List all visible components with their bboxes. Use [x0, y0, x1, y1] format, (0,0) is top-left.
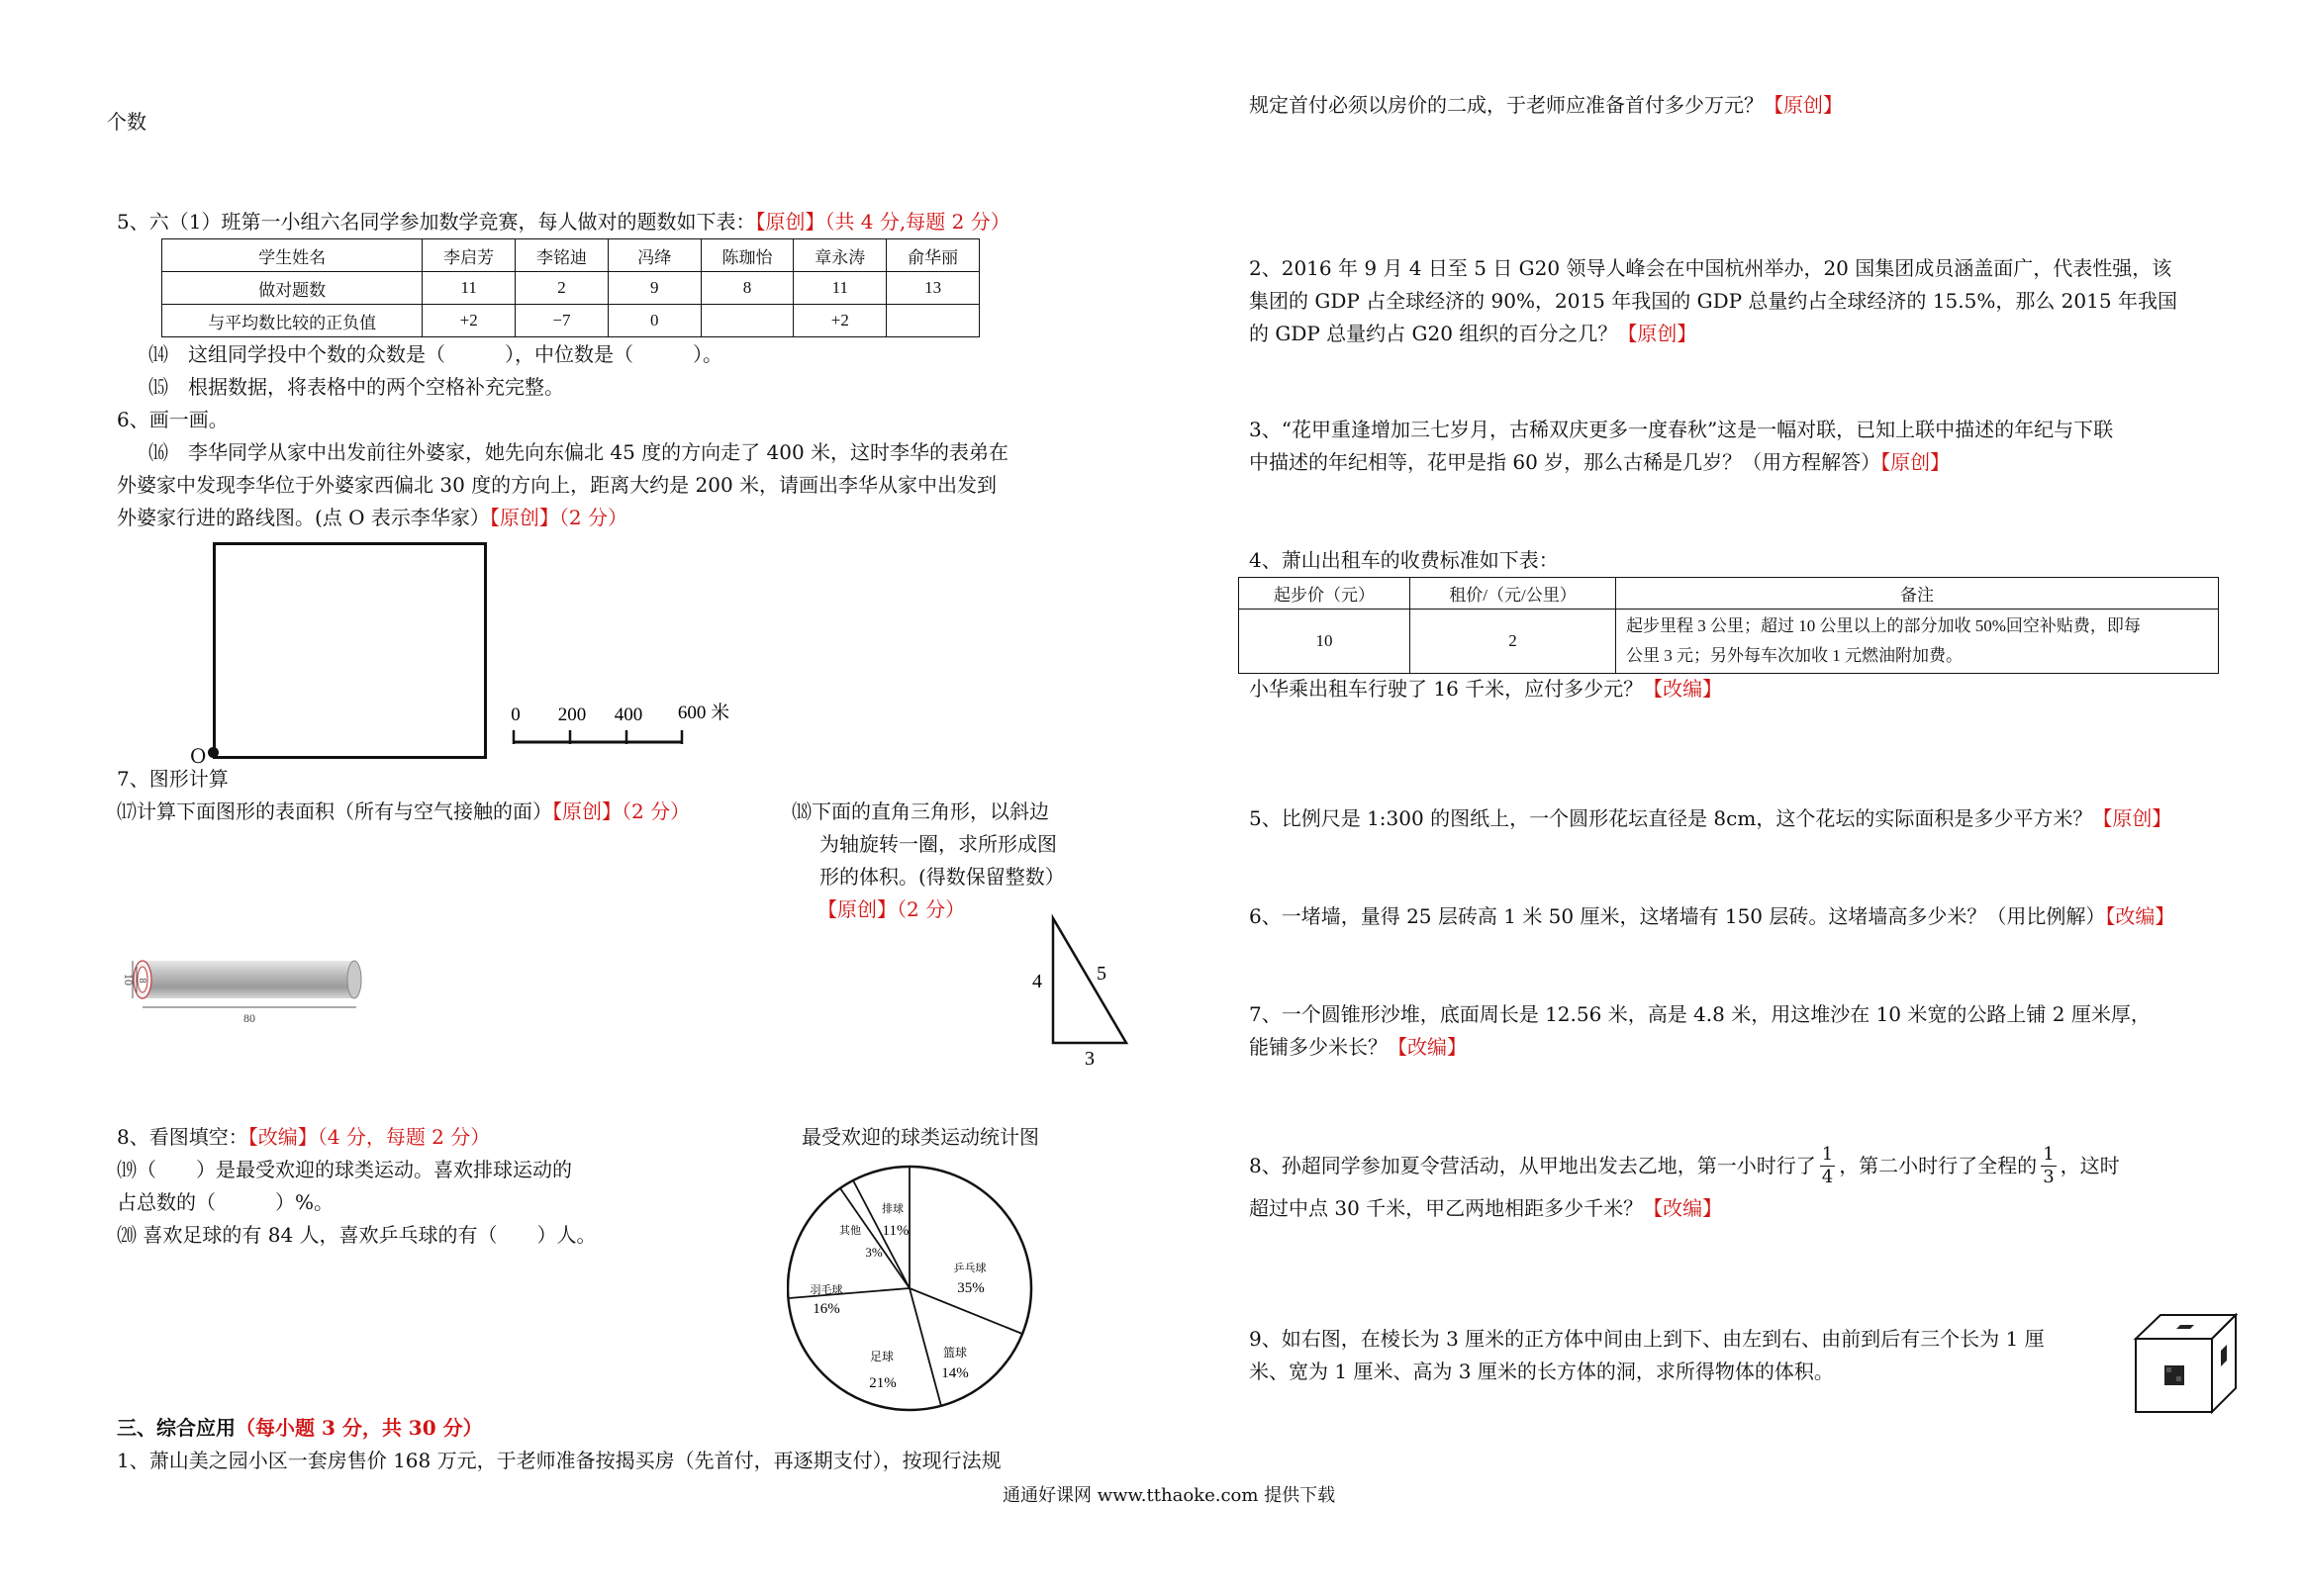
table-cell: 学生姓名 [162, 239, 423, 272]
q5-sub14: ⒁ 这组同学投中个数的众数是（ ），中位数是（ ）。 [148, 342, 722, 366]
triangle-label: 3 [1085, 1048, 1095, 1067]
triangle-figure [1019, 908, 1138, 1067]
pie-chart [787, 1158, 1034, 1419]
point-o-label: O [190, 744, 207, 768]
table-cell: +2 [794, 305, 887, 337]
section3-title: 三、综合应用（每小题 3 分，共 30 分） [117, 1416, 483, 1440]
table-cell: 陈珈怡 [701, 239, 794, 272]
q6-title: 6、画一画。 [117, 408, 229, 431]
app-q2-line3: 的 GDP 总量约占 G20 组织的百分之几？【原创】 [1249, 322, 1697, 345]
table-cell: 0 [608, 305, 701, 337]
pie-slice-name: 篮球 [942, 1346, 968, 1360]
pie-slice-name: 羽毛球 [810, 1284, 843, 1296]
taxi-table [1238, 577, 2219, 674]
table-cell: 俞华丽 [887, 239, 980, 272]
table-cell: 租价/（元/公里） [1410, 578, 1616, 610]
app-q3-line1: 3、“花甲重逢增加三七岁月，古稀双庆更多一度春秋”这是一幅对联，已知上联中描述的年纪与下联 [1249, 418, 2114, 441]
pie-slice-name: 其他 [839, 1225, 861, 1237]
pipe-label: 8 [137, 978, 147, 984]
pie-slice-pct: 35% [957, 1280, 985, 1296]
app-q4-question: 小华乘出租车行驶了 16 千米，应付多少元？【改编】 [1249, 677, 1723, 701]
q7-sub18-line2: 为轴旋转一圈，求所形成图 [819, 832, 1057, 856]
pie-slice-pct: 16% [813, 1301, 840, 1317]
table-cell: 起步价（元） [1239, 578, 1410, 610]
table-cell: 11 [423, 272, 516, 305]
pipe-label: 10 [122, 974, 136, 986]
q5-table [161, 238, 980, 337]
pie-slice-pct: 21% [869, 1375, 897, 1391]
scale-label: 400 [614, 704, 643, 725]
pipe-label: 80 [243, 1011, 255, 1025]
q8-sub20: ⒇ 喜欢足球的有 84 人，喜欢乒乓球的有（ ）人。 [117, 1223, 597, 1247]
q7-sub18-line1: ⒅下面的直角三角形，以斜边 [792, 799, 1049, 823]
pie-title: 最受欢迎的球类运动统计图 [802, 1125, 1039, 1149]
table-cell: 章永涛 [794, 239, 887, 272]
table-note-cell: 起步里程 3 公里；超过 10 公里以上的部分加收 50%回空补贴费，即每 公里 3 元；另外每车次加收 1 元燃油附加费。 [1616, 610, 2219, 674]
q6-line3: 外婆家行进的路线图。(点 O 表示李华家）【原创】（2 分） [117, 506, 628, 529]
table-cell: 2 [516, 272, 609, 305]
table-cell: −7 [516, 305, 609, 337]
q5-title: 5、六（1）班第一小组六名同学参加数学竞赛，每人做对的题数如下表：【原创】（共 4 分,每题 2 分） [117, 210, 1010, 234]
pipe-body [143, 961, 354, 998]
table-cell: 李铭迪 [516, 239, 609, 272]
table-cell: 8 [701, 272, 794, 305]
app-q4-title: 4、萧山出租车的收费标准如下表： [1249, 548, 1559, 572]
drawing-area[interactable] [213, 542, 487, 759]
q6-line2: 外婆家中发现李华位于外婆家西偏北 30 度的方向上，距离大约是 200 米，请画出李华从家中出发到 [117, 473, 998, 497]
app-q9-line2: 米、宽为 1 厘米、高为 3 厘米的长方体的洞，求所得物体的体积。 [1249, 1360, 1834, 1383]
q8-title: 8、看图填空：【改编】（4 分，每题 2 分） [117, 1125, 491, 1149]
footer-text: 通通好课网 www.tthaoke.com 提供下载 [1003, 1485, 1336, 1506]
q8-sub19a: ⒆（ ）是最受欢迎的球类运动。喜欢排球运动的 [117, 1158, 572, 1181]
q7-title: 7、图形计算 [117, 767, 229, 791]
table-cell: 冯绛 [608, 239, 701, 272]
table-cell: 13 [887, 272, 980, 305]
pie-slice-pct: 3% [865, 1245, 883, 1260]
pie-slice-name: 乒乓球 [953, 1263, 987, 1274]
fraction-third: 1 3 [2043, 1144, 2055, 1187]
q8-sub19b: 占总数的（ ）%。 [117, 1190, 335, 1214]
q7-sub17: ⒄计算下面图形的表面积（所有与空气接触的面）【原创】（2 分） [117, 799, 691, 823]
cube-figure [2133, 1311, 2242, 1416]
pie-slice-name: 排球 [882, 1203, 904, 1215]
table-cell: 李启芳 [423, 239, 516, 272]
table-cell: 11 [794, 272, 887, 305]
triangle-label: 5 [1097, 963, 1106, 985]
pipe-figure [111, 950, 368, 1029]
table-cell: 做对题数 [162, 272, 423, 305]
table-cell: 10 [1239, 610, 1410, 674]
table-cell: +2 [423, 305, 516, 337]
table-cell: 2 [1410, 610, 1616, 674]
top-word: 个数 [107, 110, 146, 134]
app-q1-line1: 1、萧山美之园小区一套房售价 168 万元，于老师准备按揭买房（先首付，再逐期支付），按现行法规 [117, 1449, 1002, 1472]
scale-label: 0 [511, 704, 521, 725]
app-q8-line1: 8、孙超同学参加夏令营活动，从甲地出发去乙地，第一小时行了 1 4 ，第二小时行了全程的 1 3 ，这时 [1249, 1144, 2120, 1187]
q7-sub18-line3: 形的体积。(得数保留整数） [819, 865, 1065, 889]
app-q1-cont: 规定首付必须以房价的二成，于老师应准备首付多少万元？【原创】 [1249, 93, 1843, 117]
app-q7-line2: 能铺多少米长？【改编】 [1249, 1035, 1467, 1059]
app-q9-line1: 9、如右图，在棱长为 3 厘米的正方体中间由上到下、由左到右、由前到后有三个长为 1 厘 [1249, 1327, 2045, 1351]
q6-line1: ⒃ 李华同学从家中出发前往外婆家，她先向东偏北 45 度的方向走了 400 米，这时李华的表弟在 [148, 440, 1009, 464]
pie-slice-pct: 14% [941, 1365, 969, 1381]
pie-slice-pct: 11% [882, 1223, 910, 1239]
app-q3-line2: 中描述的年纪相等，花甲是指 60 岁，那么古稀是几岁？（用方程解答）【原创】 [1249, 450, 1951, 474]
scale-label: 200 [557, 704, 587, 725]
table-cell: 9 [608, 272, 701, 305]
blank-cell[interactable] [887, 305, 980, 337]
app-q2-line2: 集团的 GDP 占全球经济的 90%，2015 年我国的 GDP 总量约占全球经济的 15.5%，那么 2015 年我国 [1249, 289, 2177, 313]
blank-cell[interactable] [701, 305, 794, 337]
app-q2-line1: 2、2016 年 9 月 4 日至 5 日 G20 领导人峰会在中国杭州举办，20 国集团成员涵盖面广，代表性强，该 [1249, 256, 2172, 280]
table-cell: 与平均数比较的正负值 [162, 305, 423, 337]
pie-slice-name: 足球 [869, 1350, 895, 1363]
table-cell: 备注 [1616, 578, 2219, 610]
app-q6: 6、一堵墙，量得 25 层砖高 1 米 50 厘米，这堵墙有 150 层砖。这堵墙高多少米？（用比例解）【改编】 [1249, 904, 2175, 928]
triangle-label: 4 [1032, 971, 1042, 992]
app-q5: 5、比例尺是 1:300 的图纸上，一个圆形花坛直径是 8cm，这个花坛的实际面积是多少平方米？【原创】 [1249, 806, 2172, 830]
point-o [208, 747, 219, 758]
scale-label: 600 米 [677, 703, 730, 723]
app-q8-line2: 超过中点 30 千米，甲乙两地相距多少千米？【改编】 [1249, 1196, 1723, 1220]
q5-sub15: ⒂ 根据数据，将表格中的两个空格补充完整。 [148, 375, 564, 399]
app-q7-line1: 7、一个圆锥形沙堆，底面周长是 12.56 米，高是 4.8 米，用这堆沙在 10 米宽的公路上铺 2 厘米厚， [1249, 1002, 2151, 1026]
fraction-quarter: 1 4 [1821, 1144, 1834, 1187]
q7-sub18-tag: 【原创】（2 分） [817, 897, 966, 921]
scale-bar [500, 693, 757, 752]
